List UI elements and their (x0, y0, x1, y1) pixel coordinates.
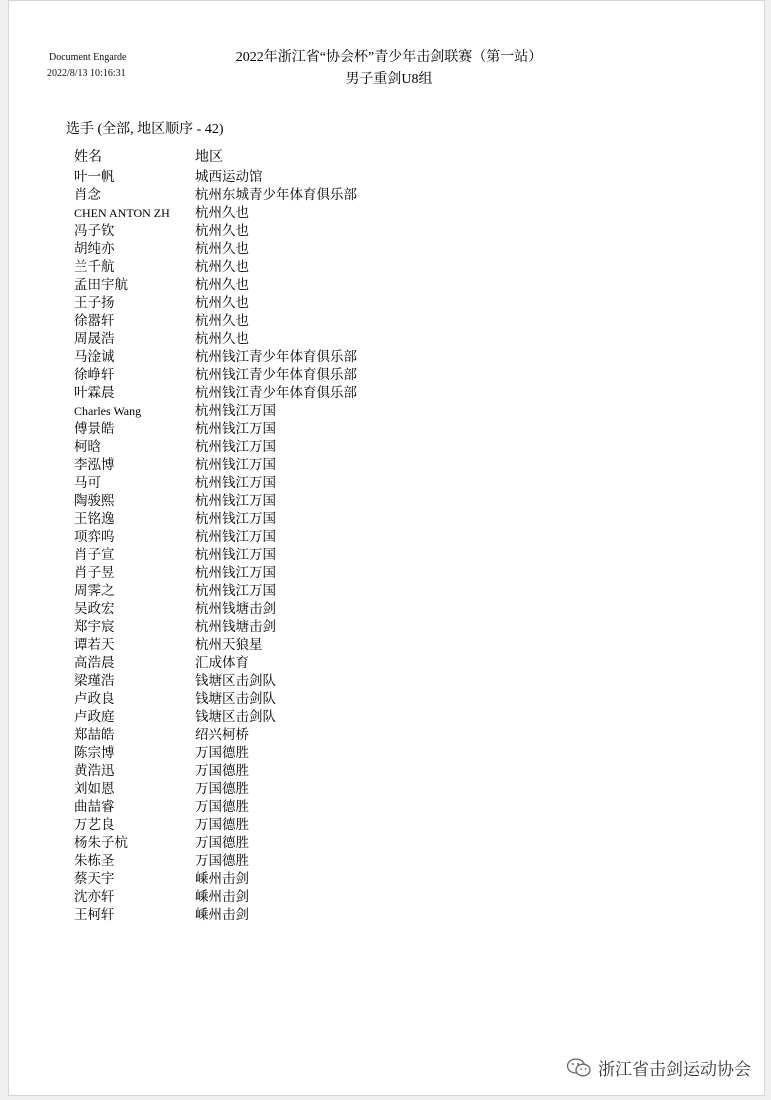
fencer-name: 沈亦轩 (74, 889, 115, 905)
fencer-region: 杭州钱江万国 (195, 439, 276, 455)
table-row (74, 906, 494, 924)
fencer-name: 朱栋圣 (74, 853, 115, 869)
table-row (74, 294, 494, 312)
fencer-name: 黄浩迅 (74, 763, 115, 779)
watermark (566, 1055, 751, 1080)
fencer-name: 郑宇宸 (74, 619, 115, 635)
fencer-region: 钱塘区击剑队 (195, 691, 276, 707)
table-row (74, 258, 494, 276)
fencer-region: 万国德胜 (195, 799, 249, 815)
fencer-name: 肖念 (74, 187, 101, 203)
fencer-name: 周晟浩 (74, 331, 115, 347)
fencer-region: 杭州久也 (195, 295, 249, 311)
table-row (74, 420, 494, 438)
fencer-region: 杭州久也 (195, 277, 249, 293)
fencer-region: 杭州久也 (195, 223, 249, 239)
table-row (74, 330, 494, 348)
fencer-name: 兰千航 (74, 259, 115, 275)
fencer-region: 杭州久也 (195, 205, 249, 221)
fencer-name: 梁瑾浩 (74, 673, 115, 689)
table-row (74, 474, 494, 492)
document-page (8, 0, 765, 1096)
fencer-name: 陶骏熙 (74, 493, 115, 509)
fencer-name: 项弈呜 (74, 529, 115, 545)
table-row (74, 672, 494, 690)
fencer-region: 汇成体育 (195, 655, 249, 671)
fencer-name: 王子扬 (74, 295, 115, 311)
table-row (74, 456, 494, 474)
fencer-region: 钱塘区击剑队 (195, 709, 276, 725)
fencer-name: 孟田宇航 (74, 277, 128, 293)
fencer-region: 杭州钱塘击剑 (195, 619, 276, 635)
fencer-region: 杭州钱江万国 (195, 421, 276, 437)
table-row (74, 312, 494, 330)
fencer-name: CHEN ANTON ZH (74, 206, 170, 220)
fencer-name: 叶一帆 (74, 169, 115, 185)
fencer-name: 王柯轩 (74, 907, 115, 923)
fencer-name: 杨朱子杭 (74, 835, 128, 851)
fencer-region: 杭州久也 (195, 331, 249, 347)
app-name: Document Engarde (49, 52, 127, 63)
fencer-region: 嵊州击剑 (195, 889, 249, 905)
table-row (74, 366, 494, 384)
fencer-name: 卢政庭 (74, 709, 115, 725)
table-row (74, 708, 494, 726)
table-row (74, 240, 494, 258)
fencer-name: 王铭逸 (74, 511, 115, 527)
table-row (74, 852, 494, 870)
table-row (74, 816, 494, 834)
table-row (74, 222, 494, 240)
table-row (74, 276, 494, 294)
table-row (74, 402, 494, 420)
table-row (74, 870, 494, 888)
fencer-region: 杭州东城青少年体育俱乐部 (195, 187, 357, 203)
table-row (74, 546, 494, 564)
fencer-name: 马淦诚 (74, 349, 115, 365)
fencer-name: 郑喆皓 (74, 727, 115, 743)
watermark-text: 浙江省击剑运动协会 (598, 1060, 751, 1080)
fencer-region: 杭州久也 (195, 259, 249, 275)
fencer-name: 徐嚣轩 (74, 313, 115, 329)
table-row (74, 654, 494, 672)
fencer-name: 徐峥轩 (74, 367, 115, 383)
page-subtitle: 男子重剑U8组 (345, 72, 433, 87)
fencer-name: 万艺良 (74, 817, 115, 833)
table-row (74, 186, 494, 204)
fencer-name: 卢政良 (74, 691, 115, 707)
fencer-name: 高浩晨 (74, 655, 115, 671)
table-row (74, 726, 494, 744)
fencer-region: 杭州钱江万国 (195, 565, 276, 581)
table-row (74, 618, 494, 636)
fencer-region: 万国德胜 (195, 781, 249, 797)
table-row (74, 528, 494, 546)
fencer-region: 钱塘区击剑队 (195, 673, 276, 689)
table-row (74, 888, 494, 906)
fencer-region: 杭州钱江青少年体育俱乐部 (195, 385, 357, 401)
fencer-name: 刘如恩 (74, 781, 115, 797)
fencer-name: 曲喆睿 (74, 799, 115, 815)
fencer-region: 杭州钱江青少年体育俱乐部 (195, 349, 357, 365)
table-row (74, 204, 494, 222)
fencer-region: 万国德胜 (195, 853, 249, 869)
fencer-region: 城西运动馆 (195, 169, 263, 185)
fencer-name: 肖子昱 (74, 565, 115, 581)
column-header-region: 地区 (195, 149, 223, 165)
fencer-region: 万国德胜 (195, 817, 249, 833)
fencer-region: 杭州钱江万国 (195, 511, 276, 527)
table-row (74, 600, 494, 618)
fencer-region: 杭州钱江万国 (195, 583, 276, 599)
table-row (74, 582, 494, 600)
table-row (74, 834, 494, 852)
fencer-name: 胡纯亦 (74, 241, 115, 257)
fencer-region: 杭州钱江万国 (195, 493, 276, 509)
fencer-name: 周霁之 (74, 583, 115, 599)
page-title: 2022年浙江省“协会杯”青少年击剑联赛（第一站） (235, 50, 543, 65)
table-row (74, 384, 494, 402)
fencer-name: 蔡天宇 (74, 871, 115, 887)
fencer-region: 杭州钱江万国 (195, 475, 276, 491)
table-row (74, 690, 494, 708)
fencer-region: 万国德胜 (195, 745, 249, 761)
wechat-icon (566, 1057, 592, 1079)
table-row (74, 780, 494, 798)
fencer-name: 李泓博 (74, 457, 115, 473)
fencer-region: 杭州久也 (195, 241, 249, 257)
fencer-region: 杭州钱江青少年体育俱乐部 (195, 367, 357, 383)
table-row (74, 438, 494, 456)
fencer-name: 柯晗 (74, 439, 101, 455)
table-row (74, 564, 494, 582)
table-row (74, 492, 494, 510)
table-row (74, 636, 494, 654)
fencer-region: 嵊州击剑 (195, 907, 249, 923)
fencer-region: 杭州钱江万国 (195, 529, 276, 545)
fencer-name: 马可 (74, 475, 101, 491)
table-row (74, 744, 494, 762)
fencer-list (74, 168, 494, 924)
fencer-name: Charles Wang (74, 404, 142, 418)
table-row (74, 510, 494, 528)
table-row (74, 798, 494, 816)
table-row (74, 762, 494, 780)
fencer-region: 万国德胜 (195, 763, 249, 779)
fencer-region: 杭州钱江万国 (195, 403, 276, 419)
fencer-region: 嵊州击剑 (195, 871, 249, 887)
column-header-name: 姓名 (74, 149, 102, 165)
fencer-name: 肖子宣 (74, 547, 115, 563)
fencer-region: 杭州久也 (195, 313, 249, 329)
fencer-name: 冯子钦 (74, 223, 115, 239)
fencer-region: 杭州钱塘击剑 (195, 601, 276, 617)
fencer-region: 绍兴柯桥 (195, 727, 249, 743)
timestamp: 2022/8/13 10:16:31 (47, 68, 126, 79)
fencer-name: 陈宗博 (74, 745, 115, 761)
fencer-name: 谭若天 (74, 637, 115, 653)
fencer-name: 傅景皓 (74, 421, 115, 437)
fencer-name: 吴政宏 (74, 601, 115, 617)
fencer-region: 万国德胜 (195, 835, 249, 851)
section-title: 选手 (全部, 地区顺序 - 42) (66, 122, 224, 137)
fencer-region: 杭州钱江万国 (195, 547, 276, 563)
fencer-name: 叶霖晨 (74, 385, 115, 401)
table-row (74, 168, 494, 186)
table-row (74, 348, 494, 366)
fencer-region: 杭州钱江万国 (195, 457, 276, 473)
fencer-region: 杭州天狼星 (195, 637, 263, 653)
